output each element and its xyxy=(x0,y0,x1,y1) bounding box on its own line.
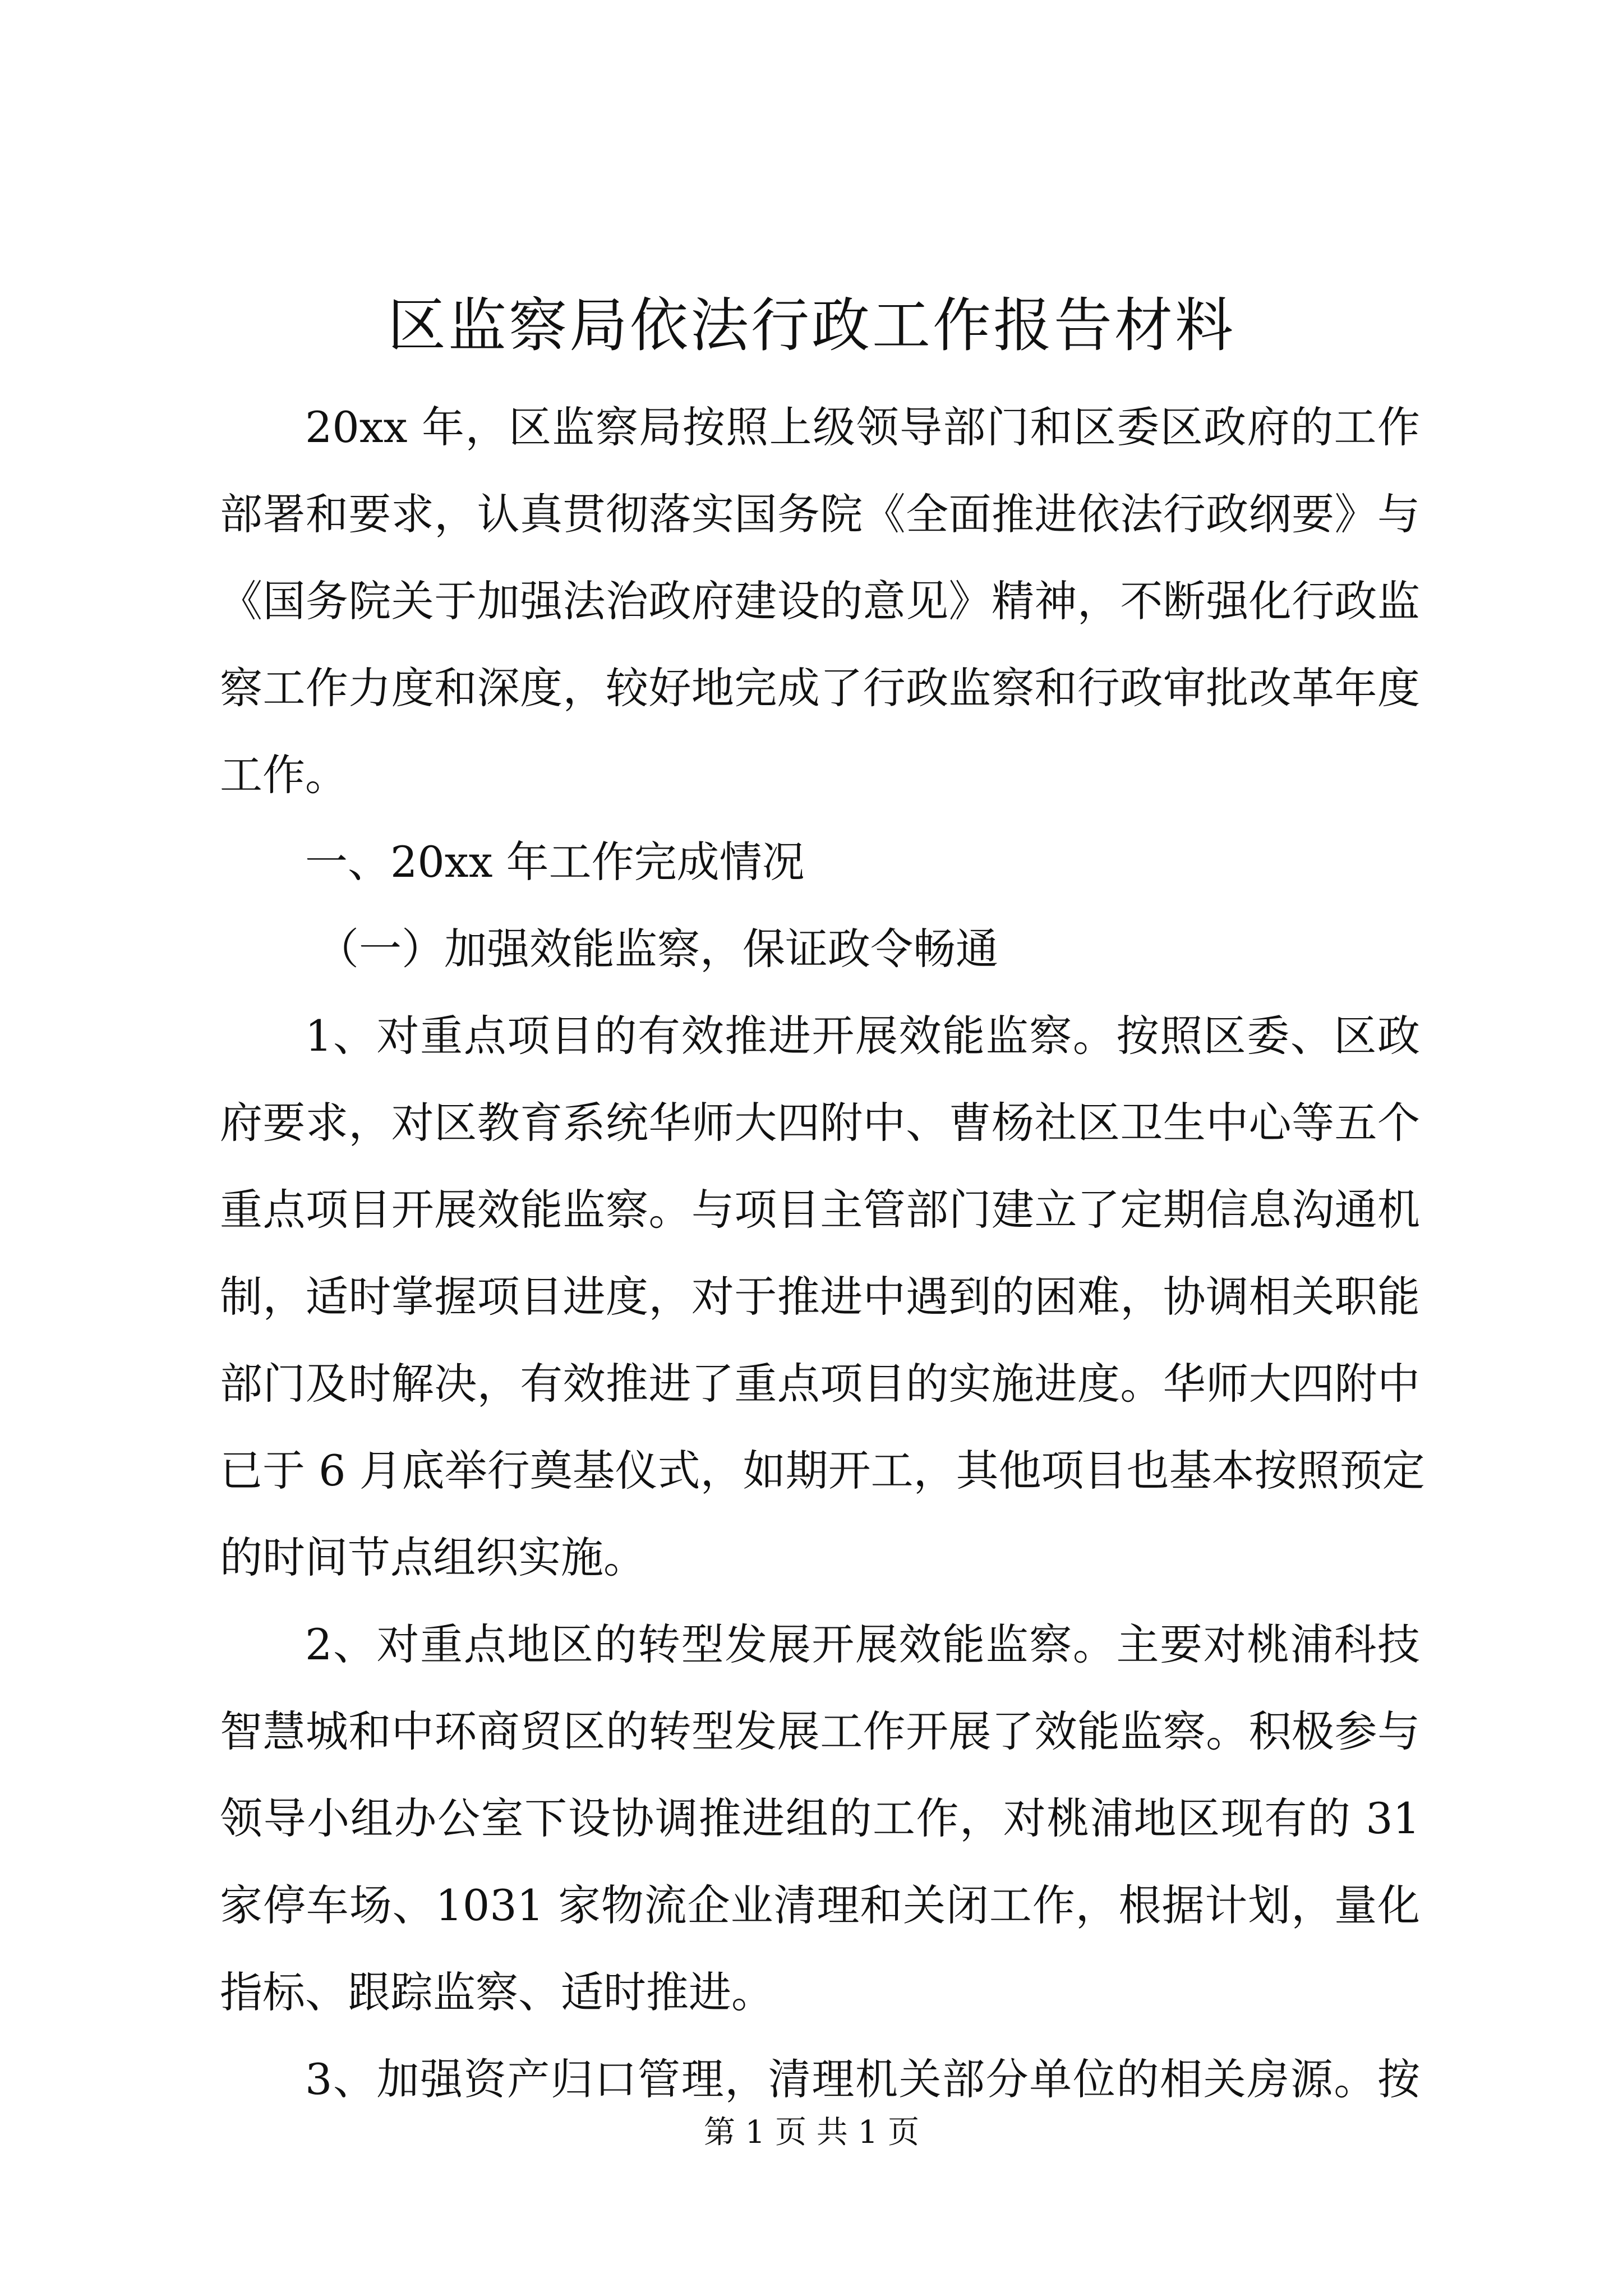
paragraph-line: 部署和要求，认真贯彻落实国务院《全面推进依法行政纲要》与 xyxy=(220,489,1420,539)
paragraph-line: 家停车场、1031 家物流企业清理和关闭工作，根据计划，量化 xyxy=(220,1880,1420,1930)
paragraph-line: 20xx 年，区监察局按照上级领导部门和区委区政府的工作 xyxy=(305,402,1420,452)
paragraph-line: 的时间节点组织实施。 xyxy=(220,1533,646,1582)
paragraph-line: 3、加强资产归口管理，清理机关部分单位的相关房源。按 xyxy=(305,2054,1420,2104)
document-body xyxy=(220,384,1425,2123)
paragraph-line: 制，适时掌握项目进度，对于推进中遇到的困难，协调相关职能 xyxy=(220,1272,1420,1322)
paragraph-line: 部门及时解决，有效推进了重点项目的实施进度。华师大四附中 xyxy=(220,1359,1420,1409)
paragraph-line: 《国务院关于加强法治政府建设的意见》精神，不断强化行政监 xyxy=(220,576,1420,626)
paragraph-line: 2、对重点地区的转型发展开展效能监察。主要对桃浦科技 xyxy=(305,1619,1420,1669)
paragraph-line: 1、对重点项目的有效推进开展效能监察。按照区委、区政 xyxy=(305,1011,1420,1061)
paragraph-line: 已于 6 月底举行奠基仪式，如期开工，其他项目也基本按照预定 xyxy=(220,1446,1425,1496)
page-number-footer: 第 1 页 共 1 页 xyxy=(703,2114,920,2151)
paragraph-line: 智慧城和中环商贸区的转型发展工作开展了效能监察。积极参与 xyxy=(220,1706,1420,1756)
paragraph-line: 指标、跟踪监察、适时推进。 xyxy=(220,1967,774,2017)
paragraph-line: 领导小组办公室下设协调推进组的工作，对桃浦地区现有的 31 xyxy=(220,1793,1420,1843)
paragraph-line: 察工作力度和深度，较好地完成了行政监察和行政审批改革年度 xyxy=(220,663,1420,713)
paragraph-line: 重点项目开展效能监察。与项目主管部门建立了定期信息沟通机 xyxy=(220,1185,1420,1235)
section-heading: 一、20xx 年工作完成情况 xyxy=(305,837,805,887)
paragraph-line: 工作。 xyxy=(220,750,348,800)
paragraph-line: 府要求，对区教育系统华师大四附中、曹杨社区卫生中心等五个 xyxy=(220,1098,1420,1148)
subsection-heading: （一）加强效能监察，保证政令畅通 xyxy=(316,924,998,974)
document-title: 区监察局依法行政工作报告材料 xyxy=(387,291,1235,360)
